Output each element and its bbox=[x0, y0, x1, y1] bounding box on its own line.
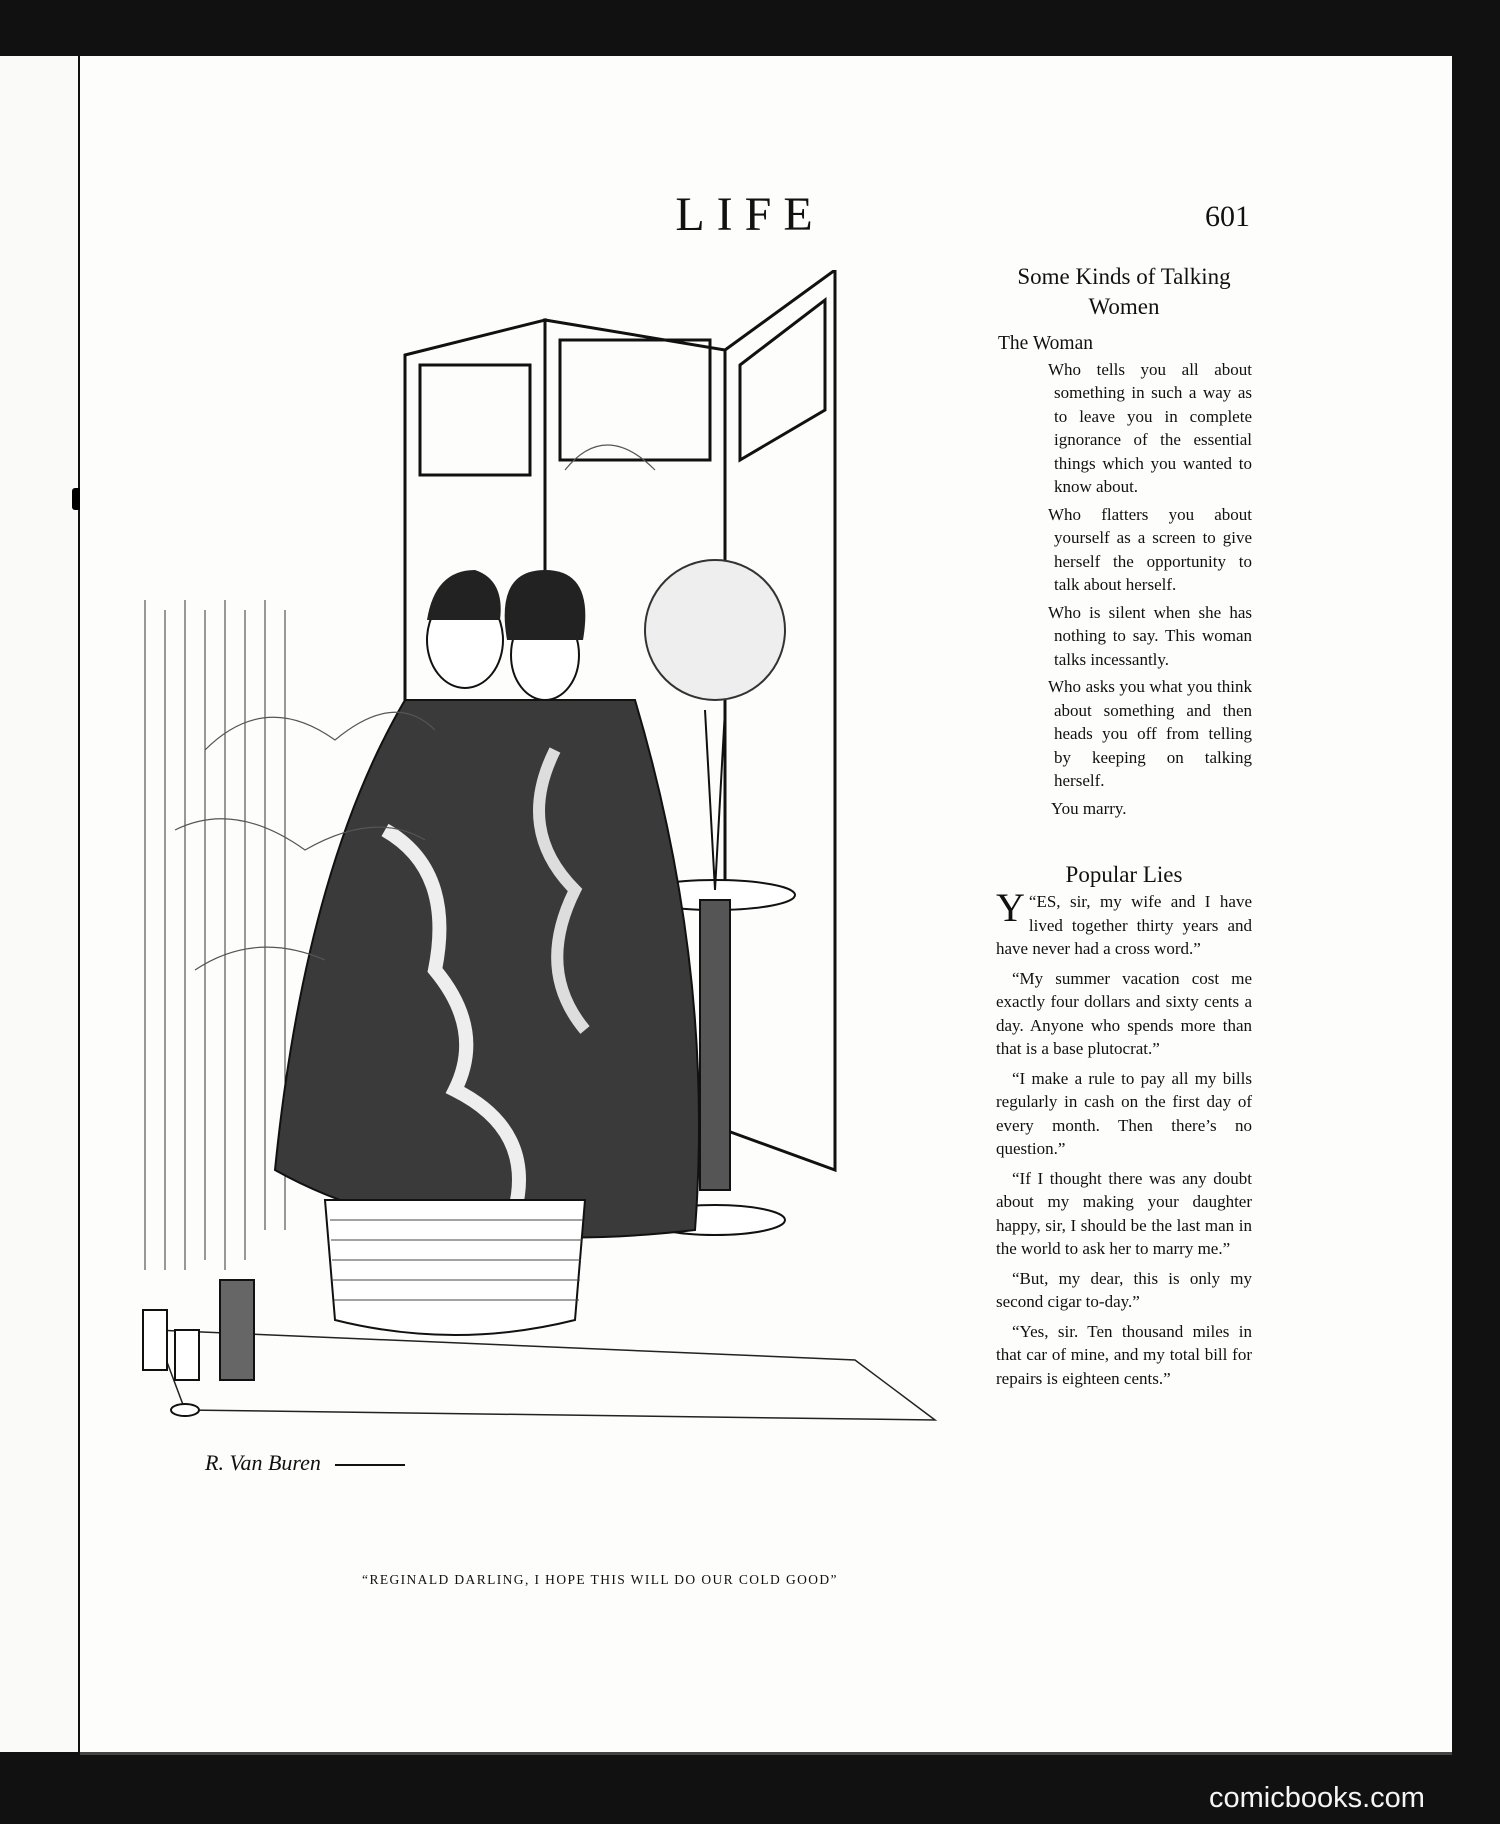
quote-6: “Yes, sir. Ten thousand miles in that car of mine, and my total bill for repairs is eighteen cents.” bbox=[996, 1321, 1252, 1388]
cartoon-illustration bbox=[135, 270, 965, 1500]
medicine-bottles bbox=[143, 1280, 254, 1416]
left-page-edge bbox=[0, 56, 80, 1752]
blanket bbox=[275, 700, 699, 1238]
text-column bbox=[996, 262, 1252, 1396]
quote-4: “If I thought there was any doubt about my making your daughter happy, sir, I should be the last man in the world to ask her to marry me.” bbox=[996, 1168, 1252, 1258]
definition-1: Who tells you all about something in such a way as to leave you in complete ignorance of the essential things which you wanted to know about. bbox=[1048, 359, 1252, 496]
article-title-talking-women: Some Kinds of Talking Women bbox=[1017, 264, 1231, 319]
quote-5: “But, my dear, this is only my second cigar to-day.” bbox=[996, 1268, 1252, 1311]
page-number: 601 bbox=[1205, 200, 1250, 233]
definition-3: Who is silent when she has nothing to say. This woman talks incessantly. bbox=[1048, 602, 1252, 669]
article-lead: The Woman bbox=[998, 333, 1094, 354]
site-watermark: comicbooks.com bbox=[1209, 1782, 1425, 1814]
page-bottom-edge bbox=[80, 1752, 1452, 1755]
wall-hatching bbox=[145, 600, 285, 1270]
artist-signature: R. Van Buren bbox=[205, 1450, 321, 1475]
definition-2: Who flatters you about yourself as a screen to give herself the opportunity to talk about herself. bbox=[1048, 504, 1252, 594]
article-conclusion: You marry. bbox=[1051, 798, 1127, 818]
drop-cap: Y bbox=[996, 885, 1025, 930]
magazine-title: LIFE bbox=[675, 188, 825, 241]
article-separator bbox=[996, 820, 1252, 860]
quote-3: “I make a rule to pay all my bills regularly in cash on the first day of every month. Then there’s no question.” bbox=[996, 1068, 1252, 1158]
illustration-caption: “REGINALD DARLING, I HOPE THIS WILL DO OUR COLD GOOD” bbox=[362, 1572, 838, 1587]
quote-2: “My summer vacation cost me exactly four dollars and sixty cents a day. Anyone who spends more than that is a base plutocrat.” bbox=[996, 968, 1252, 1058]
article-title-popular-lies: Popular Lies bbox=[1065, 862, 1183, 887]
definition-4: Who asks you what you think about something and then heads you off from telling by keeping on talking herself. bbox=[1048, 677, 1252, 790]
quote-1-text: ES, sir, my wife and I have lived together thirty years and have never had a cross word.” bbox=[996, 892, 1252, 958]
quote-1-open: “ bbox=[1028, 892, 1037, 911]
quote-1 bbox=[996, 885, 1252, 961]
floor-rug bbox=[155, 1330, 935, 1420]
